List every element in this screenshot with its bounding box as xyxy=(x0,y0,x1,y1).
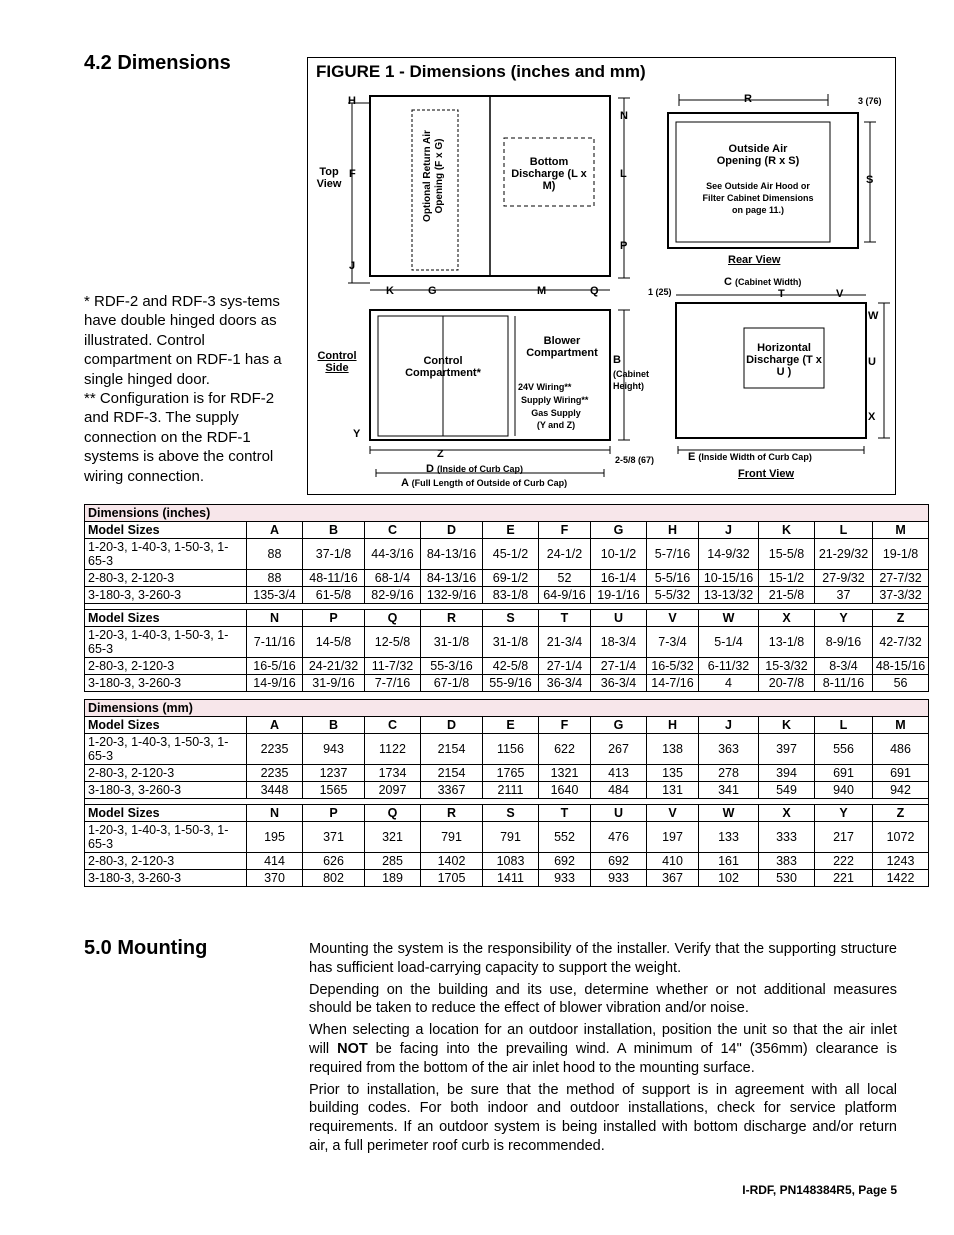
column-header-k: K xyxy=(759,717,815,734)
outside-air-label: Outside Air Opening (R x S) xyxy=(716,143,800,167)
blower-compartment-label: Blower Compartment xyxy=(526,335,598,359)
dimension-cell: 27-1/4 xyxy=(591,658,647,675)
dimension-cell: 802 xyxy=(303,870,365,887)
figure-drawing xyxy=(308,58,897,496)
letter-s: S xyxy=(866,174,874,186)
table-row xyxy=(85,782,929,799)
column-header-l: L xyxy=(815,717,873,734)
mounting-p3 xyxy=(309,1021,897,1077)
dimension-cell: 940 xyxy=(815,782,873,799)
dimension-cell: 31-9/16 xyxy=(303,675,365,692)
dimension-cell: 82-9/16 xyxy=(365,587,421,604)
dimension-cell: 84-13/16 xyxy=(421,539,483,570)
table-header-row xyxy=(85,522,929,539)
column-header-y: Y xyxy=(815,610,873,627)
e-label xyxy=(688,451,812,463)
column-header-h: H xyxy=(647,522,699,539)
column-header-g: G xyxy=(591,717,647,734)
dimension-cell: 221 xyxy=(815,870,873,887)
dimension-cell: 15-5/8 xyxy=(759,539,815,570)
model-size-cell: 1-20-3, 1-40-3, 1-50-3, 1-65-3 xyxy=(85,822,247,853)
dimension-cell: 791 xyxy=(421,822,483,853)
column-header-m: M xyxy=(873,717,929,734)
table-header-row xyxy=(85,610,929,627)
dimension-cell: 14-9/16 xyxy=(247,675,303,692)
mounting-p3-a: When selecting a location for an outdoor installation, position the unit so that the air inlet will xyxy=(309,1022,897,1057)
letter-r: R xyxy=(744,93,752,105)
table-row xyxy=(85,570,929,587)
dimension-cell: 413 xyxy=(591,765,647,782)
c-sub: (Cabinet Width) xyxy=(735,277,802,287)
c-letter: C xyxy=(724,276,732,288)
column-header-a: A xyxy=(247,522,303,539)
gas-supply-label: Gas Supply (Y and Z) xyxy=(531,408,581,430)
column-header-w: W xyxy=(699,610,759,627)
letter-j: J xyxy=(349,260,356,272)
dimension-cell: 197 xyxy=(647,822,699,853)
dimension-cell: 42-5/8 xyxy=(483,658,539,675)
column-header-z: Z xyxy=(873,805,929,822)
dimension-cell: 942 xyxy=(873,782,929,799)
letter-q: Q xyxy=(590,285,599,297)
dimension-cell: 530 xyxy=(759,870,815,887)
dimension-cell: 83-1/8 xyxy=(483,587,539,604)
c-label xyxy=(724,276,801,288)
dimension-cell: 383 xyxy=(759,853,815,870)
dimension-cell: 414 xyxy=(247,853,303,870)
column-header-v: V xyxy=(647,610,699,627)
column-header-u: U xyxy=(591,610,647,627)
column-header-x: X xyxy=(759,805,815,822)
dimension-cell: 285 xyxy=(365,853,421,870)
column-header-j: J xyxy=(699,522,759,539)
dimension-cell: 161 xyxy=(699,853,759,870)
mounting-p1: Mounting the system is the responsibility of the installer. Verify that the supporting structure has sufficient load-carrying capacity to support the weight. xyxy=(309,941,897,976)
letter-l: L xyxy=(620,168,627,180)
model-size-cell: 1-20-3, 1-40-3, 1-50-3, 1-65-3 xyxy=(85,734,247,765)
dimension-cell: 2154 xyxy=(421,765,483,782)
table-row xyxy=(85,870,929,887)
dimension-cell: 55-9/16 xyxy=(483,675,539,692)
dimension-cell: 48-11/16 xyxy=(303,570,365,587)
supply-wiring-label: Supply Wiring** xyxy=(521,395,589,405)
dimension-cell: 933 xyxy=(591,870,647,887)
dimension-cell: 21-29/32 xyxy=(815,539,873,570)
model-size-cell: 1-20-3, 1-40-3, 1-50-3, 1-65-3 xyxy=(85,627,247,658)
dimension-cell: 36-3/4 xyxy=(539,675,591,692)
column-header-x: X xyxy=(759,610,815,627)
column-header-p: P xyxy=(303,610,365,627)
column-header-a: A xyxy=(247,717,303,734)
dimension-cell: 549 xyxy=(759,782,815,799)
dimension-cell: 333 xyxy=(759,822,815,853)
dimension-cell: 14-9/32 xyxy=(699,539,759,570)
dimension-cell: 27-9/32 xyxy=(815,570,873,587)
column-header-e: E xyxy=(483,717,539,734)
dimension-cell: 626 xyxy=(303,853,365,870)
horizontal-discharge-label: Horizontal Discharge (T x U ) xyxy=(746,342,822,378)
table-caption-mm: Dimensions (mm) xyxy=(85,700,929,717)
dimension-cell: 31-1/8 xyxy=(421,627,483,658)
model-size-cell: 1-20-3, 1-40-3, 1-50-3, 1-65-3 xyxy=(85,539,247,570)
model-size-cell: 2-80-3, 2-120-3 xyxy=(85,853,247,870)
dimension-cell: 5-7/16 xyxy=(647,539,699,570)
dimension-cell: 16-5/32 xyxy=(647,658,699,675)
mounting-text xyxy=(309,940,897,1159)
dimension-cell: 410 xyxy=(647,853,699,870)
column-header-u: U xyxy=(591,805,647,822)
letter-u: U xyxy=(868,356,876,368)
top-view-text: Top View xyxy=(316,166,342,190)
section-title-mounting: 5.0 Mounting xyxy=(84,937,208,959)
dimension-cell: 1705 xyxy=(421,870,483,887)
dimension-cell: 3448 xyxy=(247,782,303,799)
dimension-cell: 7-11/16 xyxy=(247,627,303,658)
dimension-cell: 84-13/16 xyxy=(421,570,483,587)
dimension-cell: 367 xyxy=(647,870,699,887)
column-header-j: J xyxy=(699,717,759,734)
dimension-cell: 52 xyxy=(539,570,591,587)
model-size-cell: 2-80-3, 2-120-3 xyxy=(85,765,247,782)
dimension-cell: 10-15/16 xyxy=(699,570,759,587)
dimension-cell: 8-3/4 xyxy=(815,658,873,675)
column-header-k: K xyxy=(759,522,815,539)
dimension-cell: 486 xyxy=(873,734,929,765)
dimension-cell: 341 xyxy=(699,782,759,799)
column-header-q: Q xyxy=(365,610,421,627)
dimension-cell: 44-3/16 xyxy=(365,539,421,570)
dimension-cell: 24-1/2 xyxy=(539,539,591,570)
dimension-cell: 31-1/8 xyxy=(483,627,539,658)
dimension-cell: 64-9/16 xyxy=(539,587,591,604)
dimension-cell: 88 xyxy=(247,539,303,570)
dimension-cell: 18-3/4 xyxy=(591,627,647,658)
dimension-cell: 8-11/16 xyxy=(815,675,873,692)
dimensions-inches-table xyxy=(84,504,929,692)
dimension-cell: 363 xyxy=(699,734,759,765)
column-header-t: T xyxy=(539,805,591,822)
dimension-cell: 2235 xyxy=(247,734,303,765)
dim-2-58: 2-5/8 (67) xyxy=(615,455,655,465)
dimension-cell: 222 xyxy=(815,853,873,870)
figure-title: FIGURE 1 - Dimensions (inches and mm) xyxy=(316,62,646,81)
column-header-e: E xyxy=(483,522,539,539)
dimension-cell: 61-5/8 xyxy=(303,587,365,604)
dimension-cell: 1156 xyxy=(483,734,539,765)
dimension-cell: 692 xyxy=(539,853,591,870)
table-row xyxy=(85,587,929,604)
model-size-cell: 3-180-3, 3-260-3 xyxy=(85,870,247,887)
letter-n: N xyxy=(620,110,628,122)
column-header-n: N xyxy=(247,610,303,627)
dimension-cell: 1243 xyxy=(873,853,929,870)
dimension-cell: 556 xyxy=(815,734,873,765)
dimension-cell: 68-1/4 xyxy=(365,570,421,587)
dimension-cell: 267 xyxy=(591,734,647,765)
d-sub: (Inside of Curb Cap) xyxy=(437,464,524,474)
dimension-cell: 1321 xyxy=(539,765,591,782)
dimension-notes xyxy=(84,292,289,486)
dimension-cell: 1565 xyxy=(303,782,365,799)
dimension-cell: 135 xyxy=(647,765,699,782)
control-side-label: Control Side xyxy=(317,350,357,374)
dimension-cell: 11-7/32 xyxy=(365,658,421,675)
dimension-cell: 691 xyxy=(815,765,873,782)
dimension-cell: 552 xyxy=(539,822,591,853)
dimension-cell: 14-7/16 xyxy=(647,675,699,692)
dimension-cell: 138 xyxy=(647,734,699,765)
dimension-cell: 1083 xyxy=(483,853,539,870)
dimension-cell: 5-5/16 xyxy=(647,570,699,587)
d-label xyxy=(426,463,523,475)
column-header-s: S xyxy=(483,610,539,627)
column-header-b: B xyxy=(303,522,365,539)
mounting-p4: Prior to installation, be sure that the method of support is in agreement with all local building codes. For both indoor and outdoor installations, check for service platform requirements. If an outdoor system is being installed with bottom discharge and/or return air, a full perimeter roof curb is recommended. xyxy=(309,1081,897,1154)
dim-3-76: 3 (76) xyxy=(858,96,882,106)
letter-v: V xyxy=(836,288,844,300)
dimension-cell: 1734 xyxy=(365,765,421,782)
dimension-cell: 37 xyxy=(815,587,873,604)
dimensions-mm-table xyxy=(84,699,929,887)
dimension-cell: 189 xyxy=(365,870,421,887)
table-row xyxy=(85,658,929,675)
dimension-cell: 397 xyxy=(759,734,815,765)
dimension-cell: 691 xyxy=(873,765,929,782)
optional-return-label: Optional Return Air Opening (F x G) xyxy=(422,130,445,222)
dimension-cell: 2111 xyxy=(483,782,539,799)
dimension-cell: 943 xyxy=(303,734,365,765)
dimension-cell: 102 xyxy=(699,870,759,887)
column-header-q: Q xyxy=(365,805,421,822)
table-row xyxy=(85,734,929,765)
table-row xyxy=(85,627,929,658)
dimension-cell: 45-1/2 xyxy=(483,539,539,570)
column-header-b: B xyxy=(303,717,365,734)
dimension-cell: 48-15/16 xyxy=(873,658,929,675)
mounting-p2: Depending on the building and its use, determine whether or not additional measures should be taken to reduce the effect of blower vibration and/or noise. xyxy=(309,981,897,1017)
dimension-cell: 88 xyxy=(247,570,303,587)
table-caption-inches: Dimensions (inches) xyxy=(85,505,929,522)
letter-h: H xyxy=(348,95,356,107)
dimension-cell: 1765 xyxy=(483,765,539,782)
dimension-cell: 15-1/2 xyxy=(759,570,815,587)
dimension-cell: 19-1/16 xyxy=(591,587,647,604)
column-header-t: T xyxy=(539,610,591,627)
column-header-d: D xyxy=(421,717,483,734)
dimension-cell: 278 xyxy=(699,765,759,782)
letter-x: X xyxy=(868,411,876,423)
column-header-r: R xyxy=(421,610,483,627)
control-compartment-label: Control Compartment* xyxy=(405,355,481,379)
dimension-cell: 1640 xyxy=(539,782,591,799)
dimension-cell: 2097 xyxy=(365,782,421,799)
dimension-cell: 16-1/4 xyxy=(591,570,647,587)
column-header-f: F xyxy=(539,717,591,734)
dimension-cell: 37-3/32 xyxy=(873,587,929,604)
a-letter: A xyxy=(401,477,409,489)
dimension-cell: 21-5/8 xyxy=(759,587,815,604)
dimension-cell: 321 xyxy=(365,822,421,853)
dimension-cell: 5-5/32 xyxy=(647,587,699,604)
dimension-cell: 69-1/2 xyxy=(483,570,539,587)
model-size-cell: 3-180-3, 3-260-3 xyxy=(85,782,247,799)
dimension-cell: 67-1/8 xyxy=(421,675,483,692)
dimension-cell: 36-3/4 xyxy=(591,675,647,692)
mounting-p3-c: be facing into the prevailing wind. A minimum of 14" (356mm) clearance is required from the bottom of the air inlet hood to the mounting surface. xyxy=(309,1040,897,1076)
table-row xyxy=(85,822,929,853)
dimension-cell: 12-5/8 xyxy=(365,627,421,658)
column-header-h: H xyxy=(647,717,699,734)
dimension-cell: 16-5/16 xyxy=(247,658,303,675)
dimension-cell: 5-1/4 xyxy=(699,627,759,658)
column-header-m: M xyxy=(873,522,929,539)
model-sizes-header: Model Sizes xyxy=(85,805,247,822)
front-view-label: Front View xyxy=(738,468,795,480)
top-view-label xyxy=(313,166,345,190)
letter-m: M xyxy=(537,285,547,297)
model-sizes-header: Model Sizes xyxy=(85,610,247,627)
dimension-cell: 27-1/4 xyxy=(539,658,591,675)
dimension-cell: 135-3/4 xyxy=(247,587,303,604)
dimension-cell: 1402 xyxy=(421,853,483,870)
table-row xyxy=(85,539,929,570)
dimension-cell: 2235 xyxy=(247,765,303,782)
dimension-cell: 217 xyxy=(815,822,873,853)
letter-t: T xyxy=(778,288,785,300)
b-label: B xyxy=(613,354,621,366)
table-header-row xyxy=(85,805,929,822)
dimension-cell: 4 xyxy=(699,675,759,692)
e-sub: (Inside Width of Curb Cap) xyxy=(698,452,812,462)
note-configuration: ** Configuration is for RDF-2 and RDF-3. The supply connection on the RDF-1 systems is above the control wiring connection. xyxy=(84,390,275,485)
letter-k: K xyxy=(386,285,394,297)
dimension-cell: 371 xyxy=(303,822,365,853)
dimension-cell: 622 xyxy=(539,734,591,765)
table-row xyxy=(85,853,929,870)
dimension-cell: 14-5/8 xyxy=(303,627,365,658)
dimension-cell: 476 xyxy=(591,822,647,853)
figure-1-dimensions xyxy=(307,57,896,495)
column-header-y: Y xyxy=(815,805,873,822)
rear-view-label: Rear View xyxy=(728,254,781,266)
dimension-cell: 6-11/32 xyxy=(699,658,759,675)
page-footer: I-RDF, PN148384R5, Page 5 xyxy=(742,1183,897,1197)
dimension-cell: 27-7/32 xyxy=(873,570,929,587)
model-size-cell: 3-180-3, 3-260-3 xyxy=(85,587,247,604)
wiring-24v-label: 24V Wiring** xyxy=(518,382,572,392)
letter-f: F xyxy=(349,168,356,180)
column-header-d: D xyxy=(421,522,483,539)
dimension-cell: 37-1/8 xyxy=(303,539,365,570)
letter-y: Y xyxy=(353,428,361,440)
column-header-l: L xyxy=(815,522,873,539)
dimension-cell: 1422 xyxy=(873,870,929,887)
model-sizes-header: Model Sizes xyxy=(85,717,247,734)
a-label xyxy=(401,477,567,489)
dim-1-25: 1 (25) xyxy=(648,287,672,297)
dimension-cell: 1072 xyxy=(873,822,929,853)
letter-p: P xyxy=(620,240,628,252)
model-size-cell: 2-80-3, 2-120-3 xyxy=(85,570,247,587)
model-size-cell: 3-180-3, 3-260-3 xyxy=(85,675,247,692)
dimension-cell: 24-21/32 xyxy=(303,658,365,675)
column-header-g: G xyxy=(591,522,647,539)
dimension-cell: 1411 xyxy=(483,870,539,887)
letter-w: W xyxy=(868,310,879,322)
column-header-p: P xyxy=(303,805,365,822)
mounting-p3-not: NOT xyxy=(337,1040,368,1057)
see-note-label: See Outside Air Hood or Filter Cabinet Dimensions on page 11.) xyxy=(702,181,814,215)
dimension-cell: 10-1/2 xyxy=(591,539,647,570)
dimension-cell: 484 xyxy=(591,782,647,799)
dimension-cell: 1122 xyxy=(365,734,421,765)
e-letter: E xyxy=(688,451,696,463)
d-letter: D xyxy=(426,463,434,475)
letter-g: G xyxy=(428,285,437,297)
column-header-c: C xyxy=(365,522,421,539)
table-header-row xyxy=(85,717,929,734)
dimension-cell: 132-9/16 xyxy=(421,587,483,604)
column-header-z: Z xyxy=(873,610,929,627)
a-sub: (Full Length of Outside of Curb Cap) xyxy=(411,478,568,488)
dimension-cell: 791 xyxy=(483,822,539,853)
dimension-cell: 15-3/32 xyxy=(759,658,815,675)
table-row xyxy=(85,675,929,692)
dimension-cell: 692 xyxy=(591,853,647,870)
dimension-cell: 2154 xyxy=(421,734,483,765)
dimension-cell: 13-1/8 xyxy=(759,627,815,658)
column-header-r: R xyxy=(421,805,483,822)
dimension-cell: 55-3/16 xyxy=(421,658,483,675)
section-title-dimensions: 4.2 Dimensions xyxy=(84,52,231,74)
column-header-v: V xyxy=(647,805,699,822)
model-size-cell: 2-80-3, 2-120-3 xyxy=(85,658,247,675)
dimension-cell: 1237 xyxy=(303,765,365,782)
column-header-f: F xyxy=(539,522,591,539)
letter-z: Z xyxy=(437,448,444,460)
column-header-s: S xyxy=(483,805,539,822)
note-hinged-doors: * RDF-2 and RDF-3 sys-tems have double hinged doors as illustrated. Control compartment on RDF-1 has a single hinged door. xyxy=(84,293,282,388)
dimension-cell: 42-7/32 xyxy=(873,627,929,658)
dimension-cell: 8-9/16 xyxy=(815,627,873,658)
b-sub: (Cabinet Height) xyxy=(613,369,649,391)
table-row xyxy=(85,765,929,782)
dimension-cell: 133 xyxy=(699,822,759,853)
dimension-cell: 3367 xyxy=(421,782,483,799)
dimension-cell: 131 xyxy=(647,782,699,799)
dimension-cell: 370 xyxy=(247,870,303,887)
column-header-c: C xyxy=(365,717,421,734)
bottom-discharge-label: Bottom Discharge (L x M) xyxy=(511,156,587,192)
model-sizes-header: Model Sizes xyxy=(85,522,247,539)
dimension-cell: 933 xyxy=(539,870,591,887)
dimension-cell: 56 xyxy=(873,675,929,692)
dimension-cell: 13-13/32 xyxy=(699,587,759,604)
dimension-cell: 7-3/4 xyxy=(647,627,699,658)
dimension-cell: 7-7/16 xyxy=(365,675,421,692)
column-header-w: W xyxy=(699,805,759,822)
dimension-cell: 394 xyxy=(759,765,815,782)
column-header-n: N xyxy=(247,805,303,822)
dimension-cell: 20-7/8 xyxy=(759,675,815,692)
dimension-cell: 195 xyxy=(247,822,303,853)
dimension-cell: 21-3/4 xyxy=(539,627,591,658)
dimension-cell: 19-1/8 xyxy=(873,539,929,570)
